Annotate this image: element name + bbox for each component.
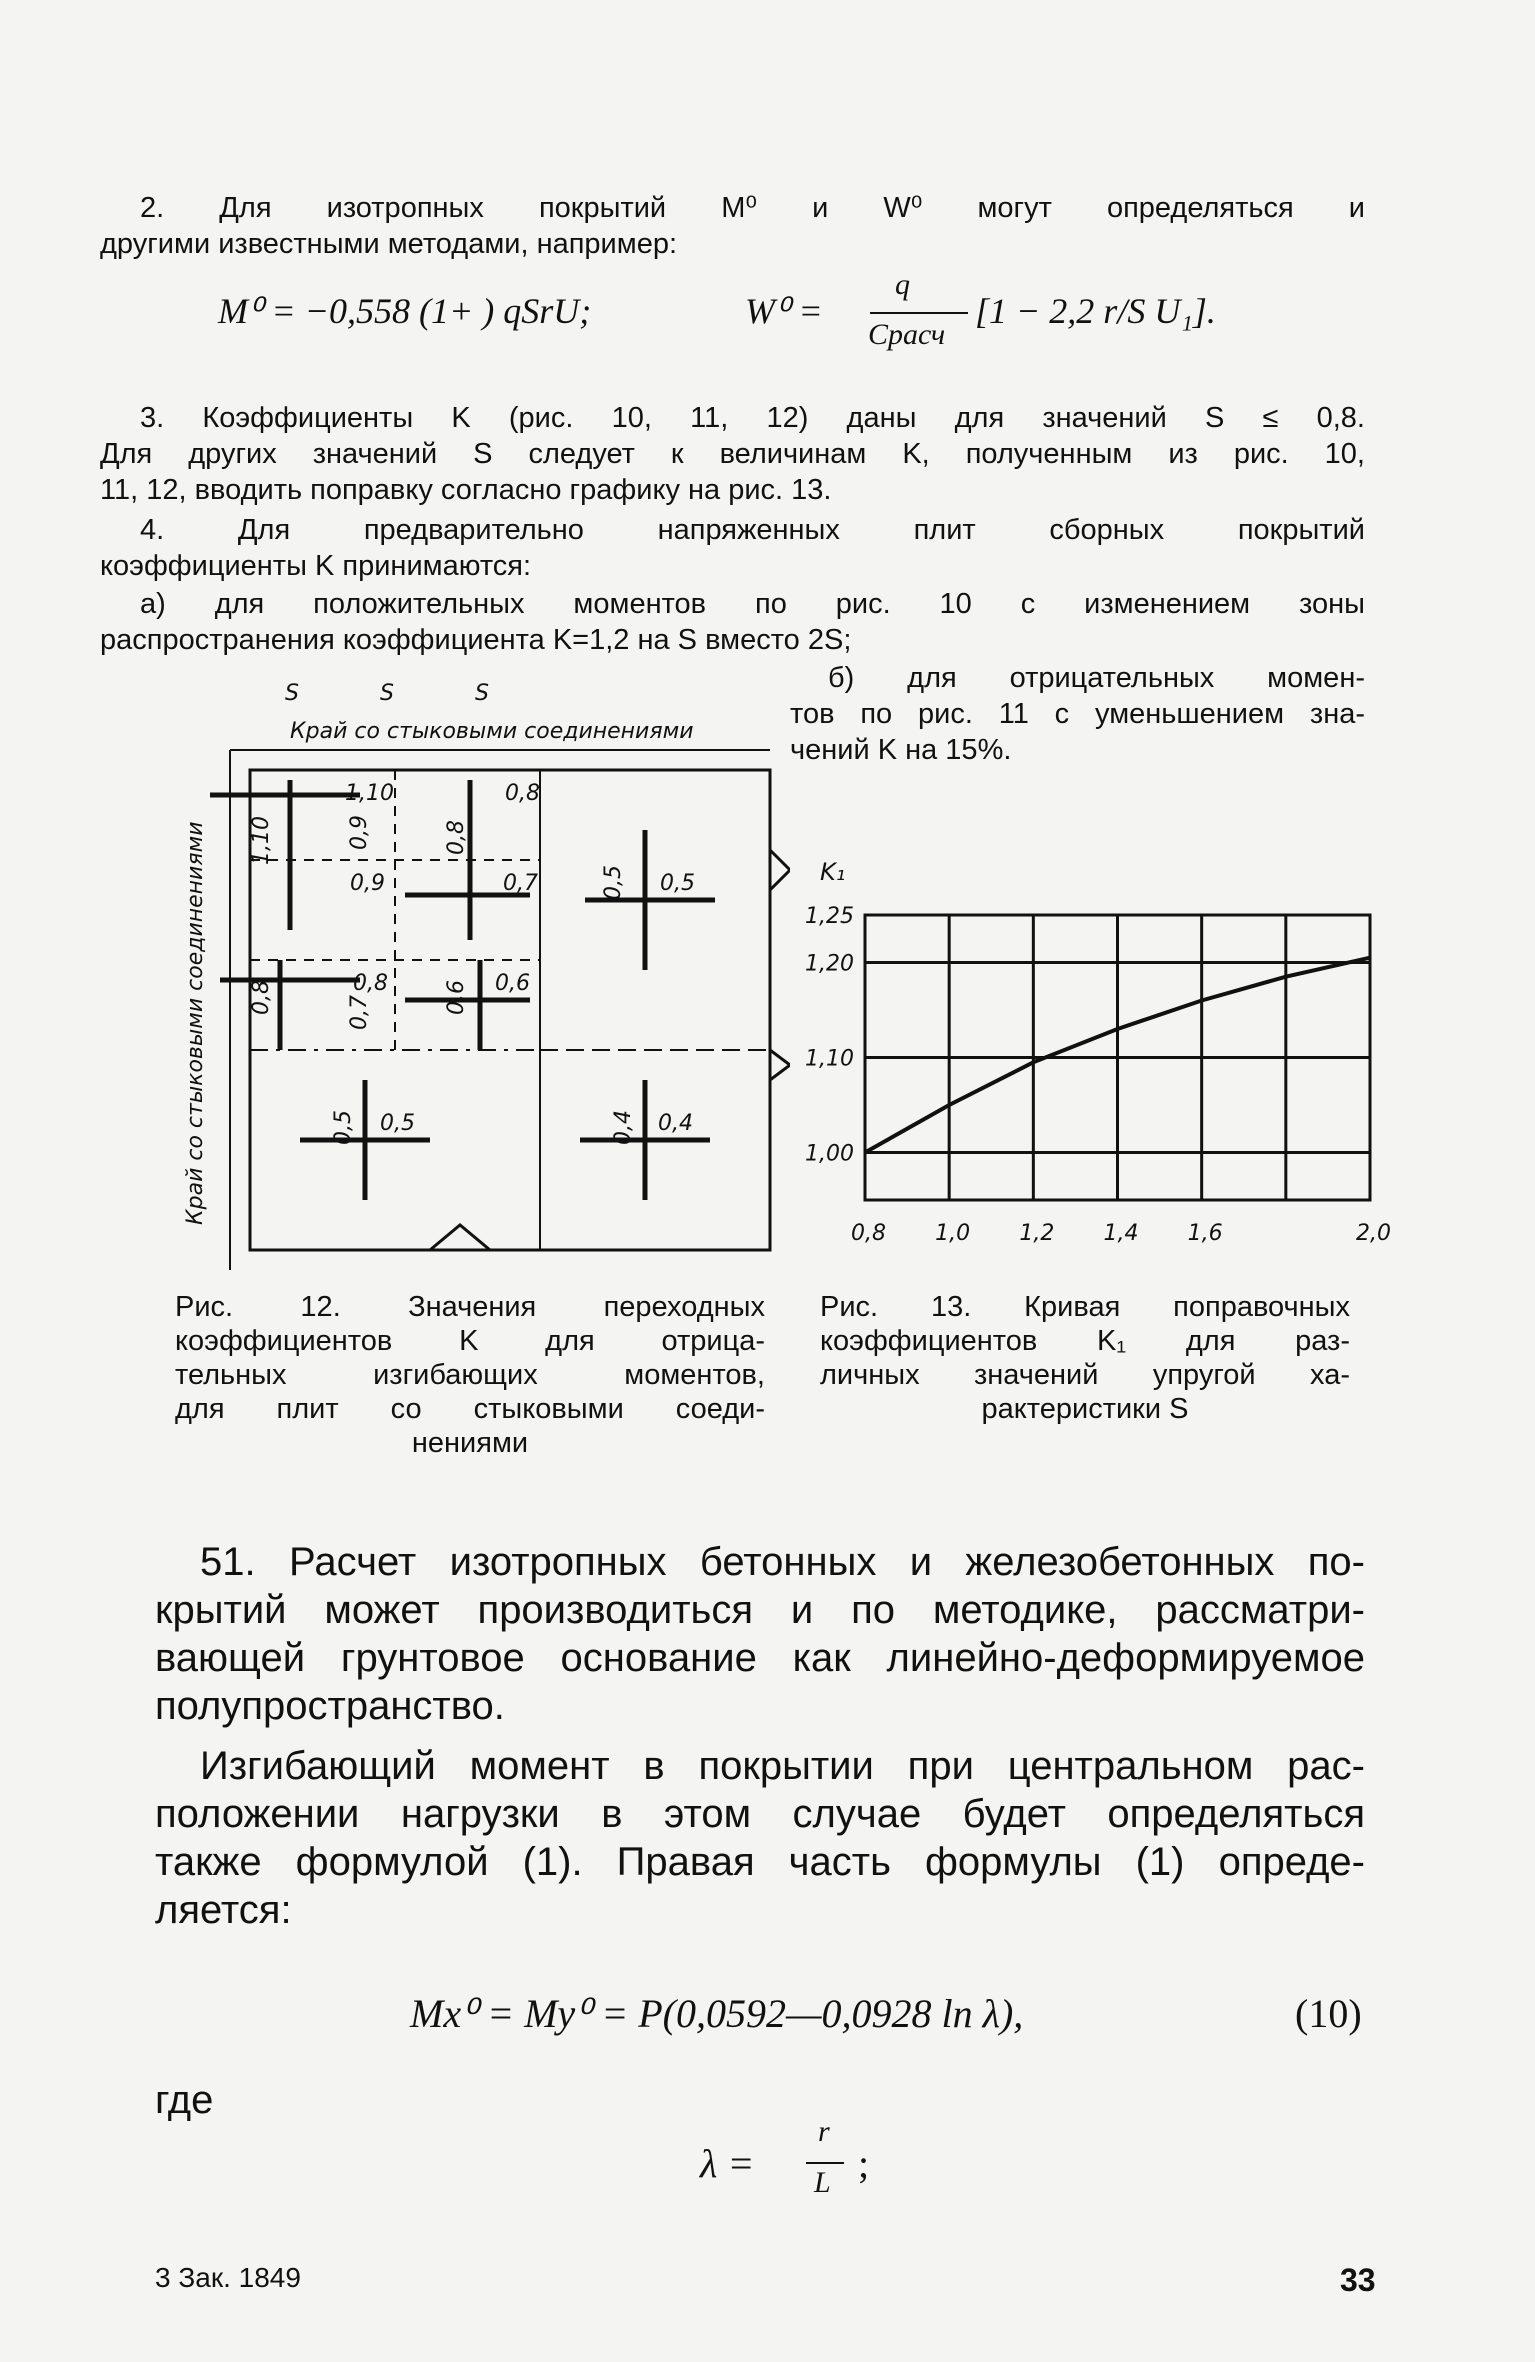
fig12-value: 0,4 [611, 1110, 636, 1145]
y-tick-label: 1,10 [805, 1046, 854, 1072]
formula-10: Mx⁰ = My⁰ = P(0,0592—0,0928 ln λ), [410, 1991, 1024, 2036]
lambda-lhs: λ = [700, 2141, 755, 2186]
y-tick-label: 1,00 [805, 1141, 854, 1167]
p3-line2: Для других значений S следует к величинам K, полученным из рис. 10, [100, 438, 1365, 470]
caption-fig12-line3: тельных изгибающих моментов, [175, 1359, 765, 1391]
p4b-line3: чений K на 15%. [790, 734, 1012, 766]
y-axis-label: K₁ [820, 858, 846, 886]
p52-line1: Изгибающий момент в покрытии при центральном рас- [200, 1744, 1365, 1788]
formula-w0-bracket: [1 − 2,2 r/S U₁]. [975, 291, 1216, 331]
fig12-top-label: Край со стыковыми соединениями [290, 719, 694, 744]
caption-fig13-line3: личных значений упругой ха- [820, 1359, 1350, 1391]
p51-line4: полупространство. [155, 1684, 505, 1728]
x-tick-label: 1,6 [1187, 1221, 1223, 1246]
lambda-denominator: L [814, 2166, 831, 2199]
p51-line3: вающей грунтовое основание как линейно-деформируемое [155, 1636, 1365, 1680]
footer-order: 3 Зак. 1849 [155, 2262, 301, 2293]
p4-line1: 4. Для предварительно напряженных плит сборных покрытий [140, 514, 1365, 546]
caption-fig12-line2: коэффициентов K для отрица- [175, 1325, 765, 1357]
fig12-s-label: S [380, 681, 394, 706]
fig12-value: 0,8 [505, 781, 540, 806]
figure-13-chart [800, 850, 1400, 1250]
p4a-line1: а) для положительных моментов по рис. 10 с изменением зоны [140, 588, 1365, 620]
x-tick-label: 1,4 [1103, 1221, 1139, 1246]
caption-fig13-line4: рактеристики S [981, 1393, 1189, 1425]
x-tick-label: 2,0 [1356, 1221, 1391, 1246]
x-tick-label: 0,8 [851, 1221, 886, 1246]
caption-fig12-line5: нениями [411, 1427, 529, 1459]
p52-line2: положении нагрузки в этом случае будет определяться [155, 1792, 1365, 1836]
fig12-value: 0,5 [601, 865, 626, 900]
fig12-value: 0,5 [380, 1111, 415, 1136]
formula-10-number: (10) [1295, 1991, 1362, 2036]
x-tick-label: 1,2 [1019, 1221, 1055, 1246]
fig12-value: 0,9 [347, 815, 372, 850]
p3-line1: 3. Коэффициенты K (рис. 10, 11, 12) даны для значений S ≤ 0,8. [140, 402, 1365, 434]
x-tick-label: 1,0 [935, 1221, 971, 1246]
formula-m0: M⁰ = −0,558 (1+ ) qSrU; [218, 291, 592, 331]
caption-fig13-line2: коэффициентов K₁ для раз- [820, 1325, 1350, 1357]
p4-line2: коэффициенты K принимаются: [100, 550, 532, 582]
fig12-value: 0,6 [444, 980, 469, 1015]
fig12-value: 0,5 [331, 1110, 356, 1145]
fig12-value: 0,7 [503, 871, 538, 896]
fig12-value: 0,6 [495, 971, 530, 996]
fig12-s-label: S [285, 681, 299, 706]
y-tick-label: 1,25 [805, 904, 854, 929]
fig12-value: 1,10 [249, 816, 274, 865]
fig12-frame [250, 770, 770, 1250]
p3-line3: 11, 12, вводить поправку согласно графику на рис. 13. [100, 474, 832, 506]
where-word: где [155, 2078, 214, 2122]
y-tick-label: 1,20 [805, 951, 854, 977]
fig12-value: 0,9 [350, 871, 385, 896]
p2-line1: 2. Для изотропных покрытий M⁰ и W⁰ могут определяться и [140, 192, 1365, 224]
fig12-left-label: Край со стыковыми соединениями [183, 821, 208, 1225]
fig12-value: 0,8 [353, 971, 388, 996]
fraction-bar [870, 312, 968, 314]
p52-line4: ляется: [155, 1888, 292, 1932]
fig12-value: 0,5 [660, 871, 695, 896]
p4b-line2: тов по рис. 11 с уменьшением зна- [790, 698, 1365, 730]
fig12-value: 1,10 [345, 781, 394, 806]
fig12-value: 0,8 [444, 820, 469, 855]
fig12-s-label: S [475, 681, 489, 706]
caption-fig12-line4: для плит со стыковыми соеди- [175, 1393, 765, 1425]
lambda-fraction-bar [806, 2162, 844, 2164]
formula-w0-lhs: W⁰ = [745, 291, 823, 331]
lambda-tail: ; [858, 2141, 870, 2186]
formula-w0-numerator: q [895, 268, 910, 301]
caption-fig12-line1: Рис. 12. Значения переходных [175, 1291, 765, 1323]
fig12-value: 0,8 [249, 980, 274, 1015]
page-number: 33 [1340, 2262, 1376, 2298]
figure-12 [170, 670, 790, 1270]
p4a-line2: распространения коэффициента K=1,2 на S вместо 2S; [100, 624, 852, 656]
p52-line3: также формулой (1). Правая часть формулы (1) опреде- [155, 1840, 1365, 1884]
lambda-numerator: r [818, 2115, 830, 2148]
caption-fig13-line1: Рис. 13. Кривая поправочных [820, 1291, 1350, 1323]
p51-line1: 51. Расчет изотропных бетонных и железобетонных по- [200, 1540, 1365, 1584]
p4b-line1: б) для отрицательных момен- [828, 662, 1365, 694]
formula-w0-denominator: Cрасч [868, 318, 946, 351]
fig12-value: 0,7 [347, 995, 372, 1030]
p51-line2: крытий может производиться и по методике, рассматри- [155, 1588, 1365, 1632]
p2-line2: другими известными методами, например: [100, 228, 678, 260]
fig12-value: 0,4 [658, 1111, 693, 1136]
